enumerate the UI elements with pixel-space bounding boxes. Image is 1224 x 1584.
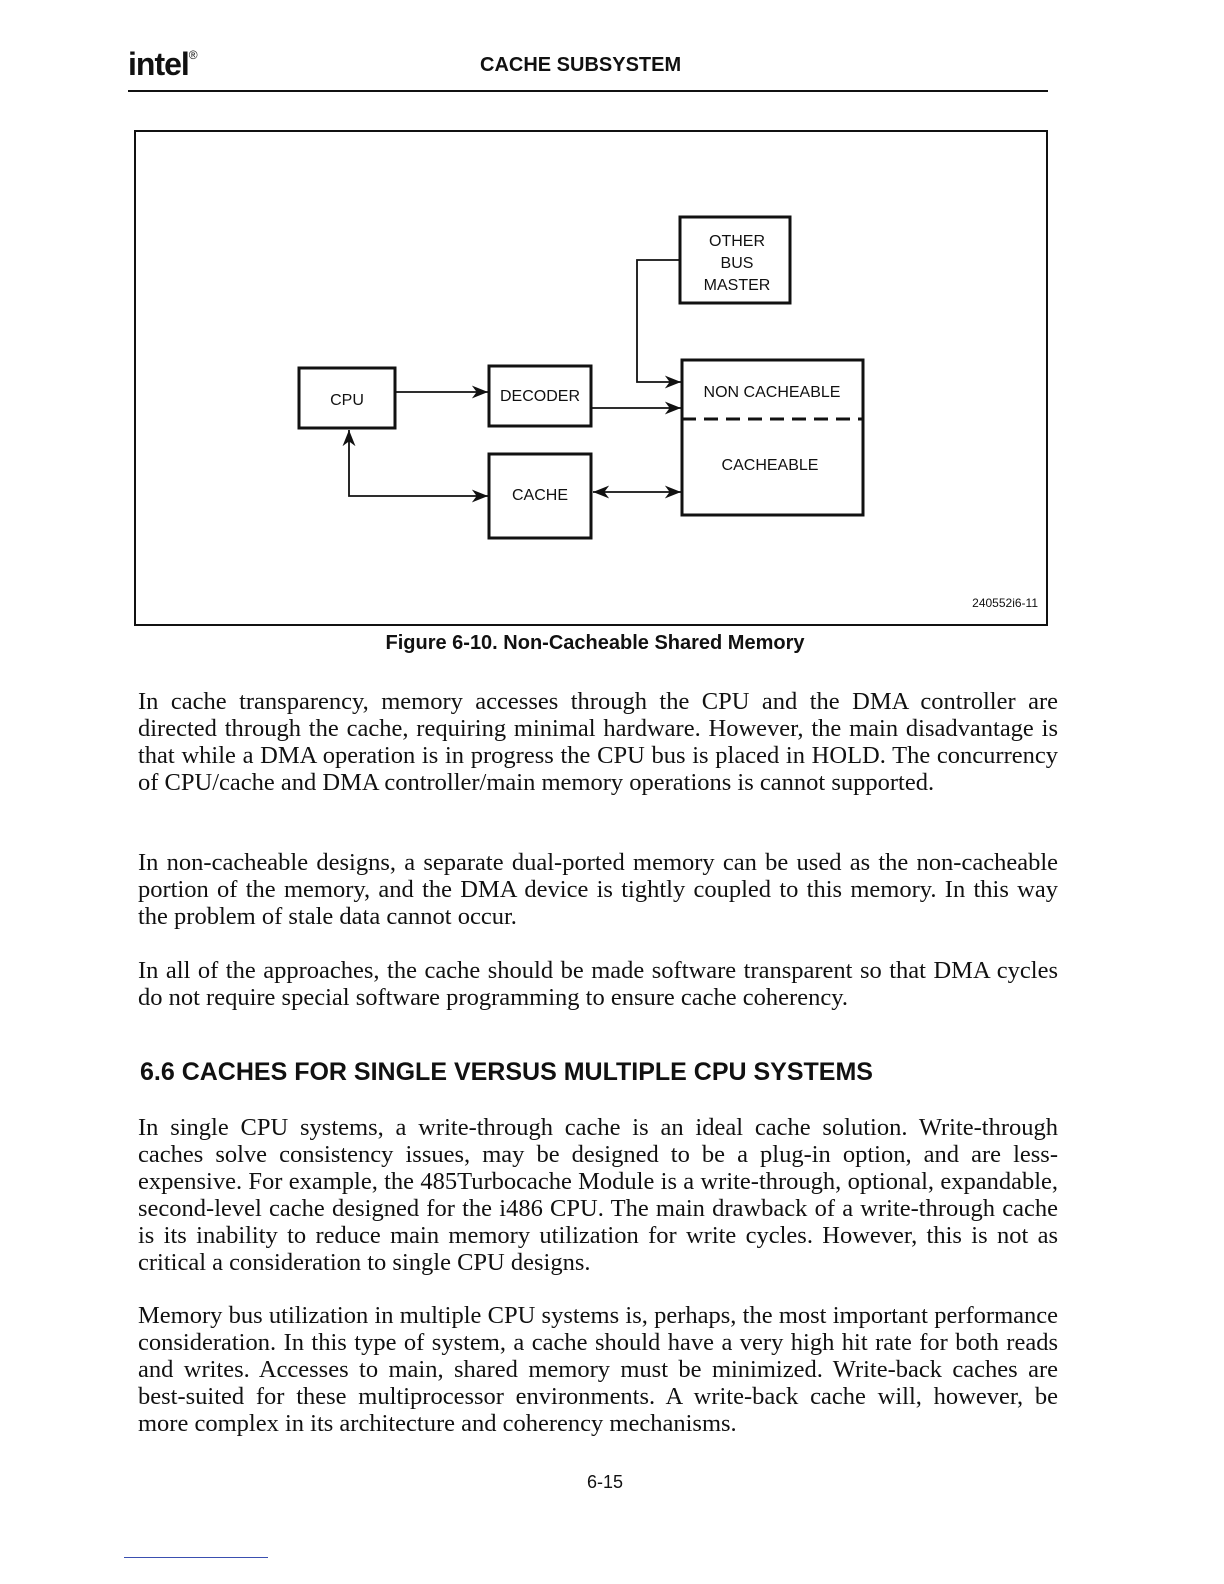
figure-code: 240552i6-11 xyxy=(972,596,1038,610)
block-diagram xyxy=(134,130,1048,626)
paragraph-all-approaches: In all of the approaches, the cache should be made software transparent so that DMA cycles do not require special software programming to ensure cache coherency. xyxy=(138,957,1058,1011)
registered-mark: ® xyxy=(188,48,197,62)
paragraph-non-cacheable: In non-cacheable designs, a separate dual-ported memory can be used as the non-cacheable portion of the memory, and the DMA device is tightly coupled to this memory. In this way the problem of stale data cannot occur. xyxy=(138,849,1058,930)
page-number: 6-15 xyxy=(586,1472,624,1492)
page-header xyxy=(128,40,1048,96)
cache-label: CACHE xyxy=(511,487,569,504)
non-cacheable-label: NON CACHEABLE xyxy=(703,384,841,401)
cacheable-label: CACHEABLE xyxy=(721,457,819,474)
paragraph-single-cpu: In single CPU systems, a write-through cache is an ideal cache solution. Write-through caches solve consistency issues, may be designed to be a plug-in option, and are less-expensive. For example, the 485Turbocache Module is a write-through, optional, expandable, second-level cache designed for the i486 CPU. The main drawback of a write-through cache is its inability to reduce main memory utilization for write cycles. However, this is not as critical a consideration to single CPU designs. xyxy=(138,1114,1058,1276)
cpu-cache-link xyxy=(349,430,488,496)
paragraph-cache-transparency: In cache transparency, memory accesses through the CPU and the DMA controller are directed through the cache, requiring minimal hardware. However, the main disadvantage is that while a DMA operation is in progress the CPU bus is placed in HOLD. The concurrency of CPU/cache and DMA controller/main memory operations is cannot supported. xyxy=(138,688,1058,796)
other-bus-master-label-3: MASTER xyxy=(703,277,771,294)
cpu-label: CPU xyxy=(330,392,364,409)
paragraph-multiple-cpu: Memory bus utilization in multiple CPU systems is, perhaps, the most important performance consideration. In this type of system, a cache should have a very high hit rate for both reads and writes. Accesses to main, shared memory must be minimized. Write-back caches are best-suited for these multiprocessor environments. A write-back cache will, however, be more complex in its architecture and coherency mechanisms. xyxy=(138,1302,1058,1437)
decoder-label: DECODER xyxy=(499,388,581,405)
figure-caption: Figure 6-10. Non-Cacheable Shared Memory xyxy=(385,632,805,654)
section-heading-6-6: 6.6 CACHES FOR SINGLE VERSUS MULTIPLE CPU SYSTEMS xyxy=(140,1058,873,1086)
logo-text: intel xyxy=(128,46,189,82)
other-bus-master-label-1: OTHER xyxy=(709,233,765,250)
bus-master-to-memory-arrow xyxy=(637,260,681,382)
header-rule xyxy=(128,90,1048,92)
footer-rule xyxy=(124,1557,268,1558)
intel-logo xyxy=(128,46,197,83)
other-bus-master-label-2: BUS xyxy=(720,255,754,272)
running-header-title: CACHE SUBSYSTEM xyxy=(480,54,682,76)
figure-6-10 xyxy=(134,130,1048,626)
